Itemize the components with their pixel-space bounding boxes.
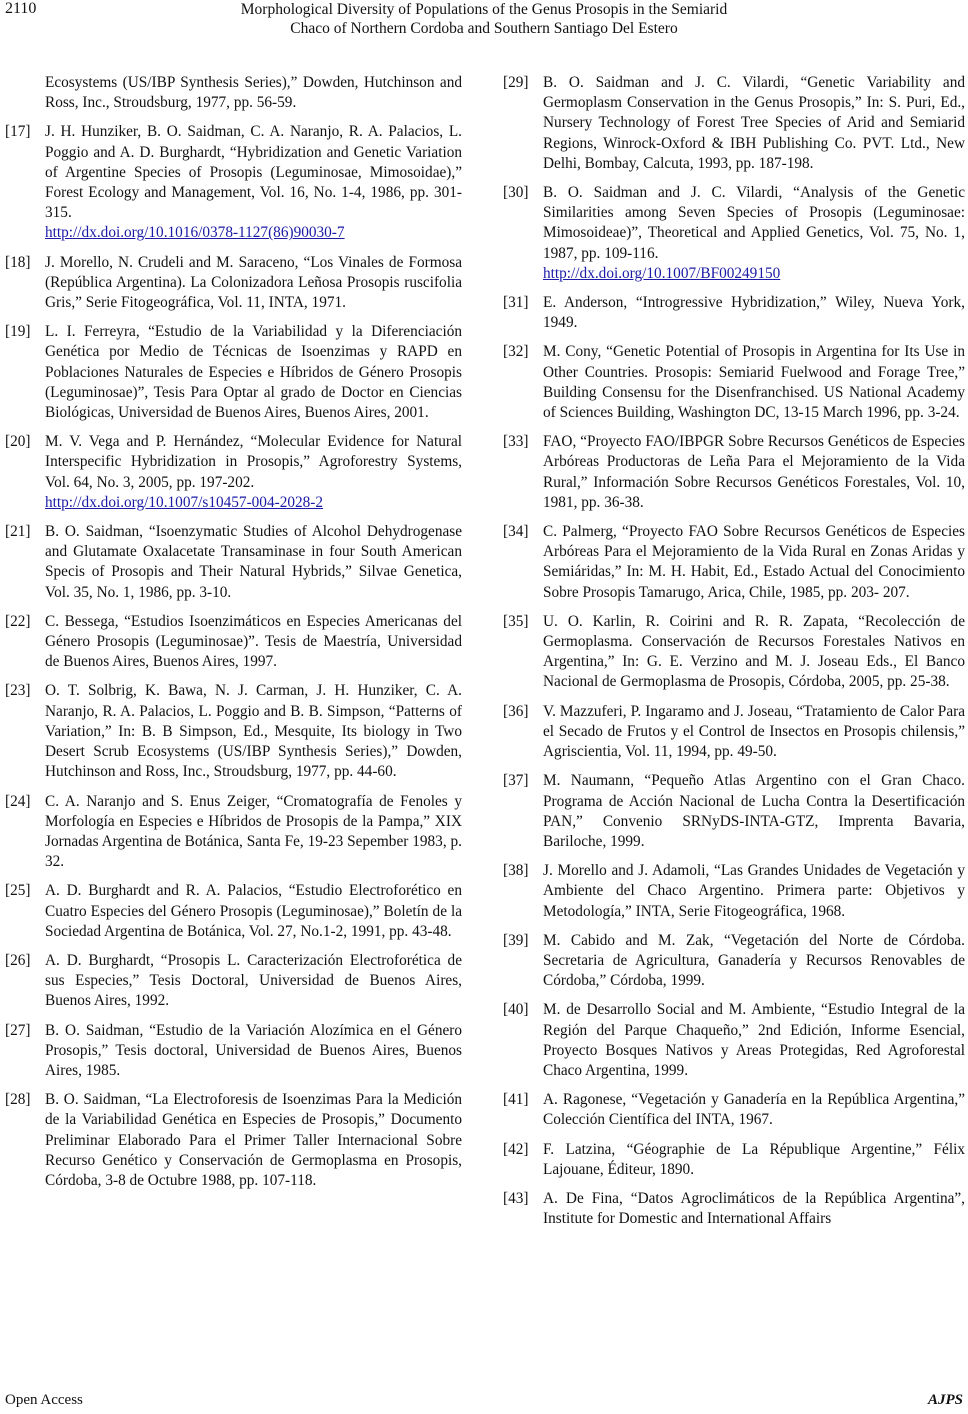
reference-text: O. T. Solbrig, K. Bawa, N. J. Carman, J. H. Hunziker, C. A. Naranjo, R. A. Palacios, L. Poggio and B. B. Simpson, “Patterns of Variation,” In: B. B Simpson, Ed., Mesquite, Its biology in Two Desert Scrub Ecosystems (US/IBP Synthesis Series),” Dowden, Hutchinson and Ross, Inc., Stroudsburg, 1977, pp. 44-60. bbox=[45, 682, 462, 781]
reference-item bbox=[5, 522, 462, 603]
reference-text-block bbox=[45, 881, 462, 942]
reference-text-block bbox=[45, 522, 462, 603]
reference-number: [42] bbox=[503, 1140, 529, 1158]
reference-text: C. Bessega, “Estudios Isoenzimáticos en Especies Americanas del Género Prosopis (Leguminosae)”. Tesis de Maestría, Universidad de Buenos Aires, Buenos Aires, 1997. bbox=[45, 612, 462, 671]
reference-text-block bbox=[543, 1140, 965, 1180]
reference-text: E. Anderson, “Introgressive Hybridization,” Wiley, Nueva York, 1949. bbox=[543, 294, 965, 332]
reference-number: [37] bbox=[503, 772, 529, 790]
reference-number: [33] bbox=[503, 433, 529, 451]
reference-item bbox=[5, 253, 462, 314]
reference-number: [19] bbox=[5, 323, 31, 341]
references-right-column bbox=[503, 73, 965, 1238]
reference-item bbox=[5, 122, 462, 243]
reference-number: [29] bbox=[503, 74, 529, 91]
reference-number: [18] bbox=[5, 253, 31, 271]
reference-number: [36] bbox=[503, 702, 529, 720]
reference-text-block bbox=[45, 951, 462, 1012]
reference-text-block bbox=[543, 522, 965, 603]
reference-text: J. Morello, N. Crudeli and M. Saraceno, “Los Vinales de Formosa (República Argentina). La Colonizadora Leñosa Prosopis ruscifolia Gris,” Serie Fitogeográfica, Vol. 11, INTA, 1971. bbox=[45, 253, 462, 312]
reference-text-block bbox=[543, 931, 965, 992]
reference-text-block bbox=[5, 73, 462, 113]
reference-item bbox=[503, 771, 965, 852]
reference-number: [17] bbox=[5, 123, 31, 141]
reference-item bbox=[503, 702, 965, 763]
reference-text-block bbox=[543, 1189, 965, 1229]
reference-number: [41] bbox=[503, 1091, 529, 1109]
reference-text: A. D. Burghardt and R. A. Palacios, “Estudio Electroforético en Cuatro Especies del Género Prosopis (Leguminosae),” Boletín de la Sociedad Argentina de Botánica, Vol. 27, No.1-2, 1991, pp. 43-48. bbox=[45, 882, 462, 940]
references-left-column bbox=[5, 73, 462, 1200]
reference-number: [30] bbox=[503, 184, 529, 202]
reference-text-block bbox=[45, 432, 462, 513]
reference-text-block bbox=[543, 702, 965, 763]
running-title bbox=[0, 0, 968, 38]
reference-text-block bbox=[543, 1090, 965, 1130]
reference-number: [34] bbox=[503, 523, 529, 541]
reference-number: [22] bbox=[5, 612, 31, 630]
footer-open-access: Open Access bbox=[5, 1392, 83, 1408]
reference-text: F. Latzina, “Géographie de La République Argentine,” Félix Lajouane, Éditeur, 1890. bbox=[543, 1140, 965, 1178]
reference-item bbox=[5, 792, 462, 873]
reference-text: A. D. Burghardt, “Prosopis L. Caracterización Electroforética de sus Especies,” Tesis Doctoral, Universidad de Buenos Aires, Buenos Aires, 1992. bbox=[45, 951, 462, 1010]
running-title-line-2: Chaco of Northern Cordoba and Southern Santiago Del Estero bbox=[290, 20, 678, 37]
reference-item bbox=[5, 432, 462, 513]
reference-number: [27] bbox=[5, 1021, 31, 1039]
reference-text: M. Naumann, “Pequeño Atlas Argentino con el Gran Chaco. Programa de Acción Nacional de Lucha Contra la Desertificación PAN,” Convenio SRNyDS-INTA-GTZ, Imprenta Bavaria, Bariloche, 1999. bbox=[543, 772, 965, 850]
reference-number: [38] bbox=[503, 862, 529, 880]
doi-link[interactable]: http://dx.doi.org/10.1016/0378-1127(86)90030-7 bbox=[45, 224, 345, 242]
reference-text: B. O. Saidman, “La Electroforesis de Isoenzimas Para la Medición de la Variabilidad Genética en Especies de Prosopis,” Documento Preliminar Elaborado Para el Primer Taller Internacional Sobre Recurso Genético y Conservación de Germoplasma en Prosopis, Córdoba, 3-8 de Octubre 1988, pp. 107-118. bbox=[45, 1091, 462, 1189]
reference-text: M. V. Vega and P. Hernández, “Molecular Evidence for Natural Interspecific Hybridization in Prosopis,” Agroforestry Systems, Vol. 64, No. 3, 2005, pp. 197-202. bbox=[45, 433, 462, 491]
reference-text: A. Ragonese, “Vegetación y Ganadería en la República Argentina,” Colección Científica del INTA, 1967. bbox=[543, 1091, 965, 1129]
reference-item bbox=[503, 183, 965, 284]
reference-text-block bbox=[45, 253, 462, 314]
reference-text: FAO, “Proyecto FAO/IBPGR Sobre Recursos Genéticos de Especies Arbóreas Productoras de Leña Para el Mejoramiento de la Vida Rural,” Información Sobre Recursos Genéticos Forestales, Vol. 10, 1981, pp. 36-38. bbox=[543, 433, 965, 511]
reference-text-block bbox=[45, 792, 462, 873]
reference-text-block bbox=[45, 612, 462, 673]
reference-text: B. O. Saidman, “Isoenzymatic Studies of Alcohol Dehydrogenase and Glutamate Oxalacetate Transaminase in four South American Specis of Prosopis and Their Natural Hybrids,” Silvae Genetica, Vol. 35, No. 1, 1986, pp. 3-10. bbox=[45, 523, 462, 601]
reference-text-block bbox=[543, 612, 965, 693]
reference-text-block bbox=[543, 771, 965, 852]
reference-item bbox=[503, 432, 965, 513]
reference-number: [28] bbox=[5, 1091, 31, 1109]
reference-text-block bbox=[45, 1090, 462, 1191]
reference-item bbox=[5, 73, 462, 113]
reference-text-block bbox=[45, 681, 462, 782]
reference-number: [25] bbox=[5, 882, 31, 900]
running-title-line-1: Morphological Diversity of Populations of the Genus Prosopis in the Semiarid bbox=[240, 1, 728, 18]
reference-item bbox=[503, 612, 965, 693]
reference-text: Ecosystems (US/IBP Synthesis Series),” Dowden, Hutchinson and Ross, Inc., Stroudsburg, 1977, pp. 56-59. bbox=[45, 74, 462, 112]
reference-item bbox=[503, 522, 965, 603]
reference-item bbox=[503, 1189, 965, 1229]
reference-number: [32] bbox=[503, 343, 529, 361]
reference-number: [31] bbox=[503, 294, 529, 312]
reference-item bbox=[503, 342, 965, 423]
reference-item bbox=[503, 73, 965, 174]
reference-item bbox=[5, 951, 462, 1012]
reference-item bbox=[503, 1000, 965, 1081]
reference-text: J. H. Hunziker, B. O. Saidman, C. A. Naranjo, R. A. Palacios, L. Poggio and A. D. Burghardt, “Hybridization and Genetic Variation of Argentine Species of Prosopis (Leguminosae, Mimosoidae),” Forest Ecology and Management, Vol. 16, No. 1-4, 1986, pp. 301-315. bbox=[45, 123, 462, 222]
reference-item bbox=[5, 881, 462, 942]
reference-text: A. De Fina, “Datos Agroclimáticos de la República Argentina”, Institute for Domestic and International Affairs bbox=[543, 1189, 965, 1228]
footer-journal: AJPS bbox=[927, 1392, 963, 1408]
reference-text: B. O. Saidman and J. C. Vilardi, “Genetic Variability and Germoplasm Conservation in the Genus Prosopis,” In: S. Puri, Ed., Nursery Technology of Forest Tree Species of Arid and Semiarid Regions, Winrock-Oxford & IBH Publishing Co. PVT. Ltd., New Delhi, Bombay, Calcuta, 1993, pp. 187-198. bbox=[543, 74, 965, 172]
reference-item bbox=[5, 612, 462, 673]
page-header bbox=[0, 0, 968, 48]
reference-number: [43] bbox=[503, 1189, 529, 1207]
reference-text: B. O. Saidman and J. C. Vilardi, “Analysis of the Genetic Similarities among Seven Species of Prosopis (Leguminosae: Mimosoideae)”, Theoretical and Applied Genetics, Vol. 75, No. 1, 1987, pp. 109-116. bbox=[543, 184, 965, 262]
reference-item bbox=[5, 1090, 462, 1191]
reference-text-block bbox=[543, 1000, 965, 1081]
reference-number: [26] bbox=[5, 951, 31, 969]
reference-text-block bbox=[543, 183, 965, 284]
reference-item bbox=[5, 322, 462, 423]
reference-text-block bbox=[543, 861, 965, 922]
reference-item bbox=[503, 931, 965, 992]
reference-text: C. A. Naranjo and S. Enus Zeiger, “Cromatografía de Fenoles y Morfología en Especies e Híbridos de Prosopis de la Pampa,” XIX Jornadas Argentina de Botánica, Santa Fe, 19-23 Sepember 1983, p. 32. bbox=[45, 792, 462, 871]
reference-number: [24] bbox=[5, 792, 31, 810]
reference-text: M. Cabido and M. Zak, “Vegetación del Norte de Córdoba. Secretaria de Agricultura, Ganadería y Recursos Renovables de Córdoba,” Córdoba, 1999. bbox=[543, 931, 965, 990]
reference-item bbox=[5, 1021, 462, 1082]
reference-text-block bbox=[543, 342, 965, 423]
reference-item bbox=[503, 861, 965, 922]
reference-text: M. Cony, “Genetic Potential of Prosopis in Argentina for Its Use in Other Countries. Prosopis: Semiarid Fuelwood and Forage Tree,” Building Consensu for the Disenfranchised. US National Academy of Sciences Building, Washington DC, 13-15 March 1996, pp. 3-24. bbox=[543, 343, 965, 422]
reference-text: J. Morello and J. Adamoli, “Las Grandes Unidades de Vegetación y Ambiente del Chaco Argentino. Primera parte: Objetivos y Metodología,” INTA, Serie Fitogeográfica, 1968. bbox=[543, 862, 965, 920]
reference-text-block bbox=[45, 122, 462, 243]
reference-text-block bbox=[45, 1021, 462, 1082]
reference-text: B. O. Saidman, “Estudio de la Variación Alozímica en el Género Prosopis,” Tesis doctoral, Universidad de Buenos Aires, Buenos Aires, 1985. bbox=[45, 1021, 462, 1079]
doi-link[interactable]: http://dx.doi.org/10.1007/s10457-004-2028-2 bbox=[45, 493, 324, 511]
reference-item bbox=[5, 681, 462, 782]
reference-item bbox=[503, 1090, 965, 1130]
reference-number: [20] bbox=[5, 433, 31, 451]
reference-text-block bbox=[543, 432, 965, 513]
doi-link[interactable]: http://dx.doi.org/10.1007/BF00249150 bbox=[543, 264, 781, 282]
reference-text-block bbox=[543, 293, 965, 333]
reference-text: L. I. Ferreyra, “Estudio de la Variabilidad y la Diferenciación Genética por Medio de Técnicas de Isoenzimas y RAPD en Poblaciones Naturales de Especies e Híbridos de Género Prosopis (Leguminosae)”, Tesis Para Optar al grado de Doctor en Ciencias Biológicas, Universidad de Buenos Aires, Buenos Aires, 2001. bbox=[45, 323, 462, 422]
reference-text-block bbox=[543, 73, 965, 174]
reference-number: [23] bbox=[5, 682, 31, 700]
reference-item bbox=[503, 1140, 965, 1180]
reference-text-block bbox=[45, 322, 462, 423]
reference-text: U. O. Karlin, R. Coirini and R. R. Zapata, “Recolección de Germoplasma. Conservación de Recursos Forestales Nativos en Argentina,” In: G. E. Verzino and M. J. Joseau Eds., El Banco Nacional de Germoplasma de Prosopis, Córdoba, 2005, pp. 25-38. bbox=[543, 612, 965, 691]
reference-number: [40] bbox=[503, 1001, 529, 1019]
reference-item bbox=[503, 293, 965, 333]
page-number: 2110 bbox=[5, 0, 37, 17]
reference-number: [35] bbox=[503, 612, 529, 630]
reference-number: [39] bbox=[503, 931, 529, 949]
reference-text: V. Mazzuferi, P. Ingaramo and J. Joseau, “Tratamiento de Calor Para el Secado de Frutos y el Control de Insectos en Prosopis chilensis,” Agriscientia, Vol. 11, 1994, pp. 49-50. bbox=[543, 702, 965, 761]
reference-text: C. Palmerg, “Proyecto FAO Sobre Recursos Genéticos de Especies Arbóreas Para el Mejoramiento de la Vida Rural en Zonas Aridas y Semiáridas,” In: M. H. Habit, Ed., Estado Actual del Conocimiento Sobre Prosopis Tamarugo, Arica, Chile, 1985, pp. 203- 207. bbox=[543, 523, 965, 601]
reference-text: M. de Desarrollo Social and M. Ambiente, “Estudio Integral de la Región del Parque Chaqueño,” 2nd Edición, Informe Esencial, Proyecto Bosques Nativos y Areas Protegidas, Red Agroforestal Chaco Argentina, 1999. bbox=[543, 1001, 965, 1079]
reference-number: [21] bbox=[5, 523, 31, 541]
